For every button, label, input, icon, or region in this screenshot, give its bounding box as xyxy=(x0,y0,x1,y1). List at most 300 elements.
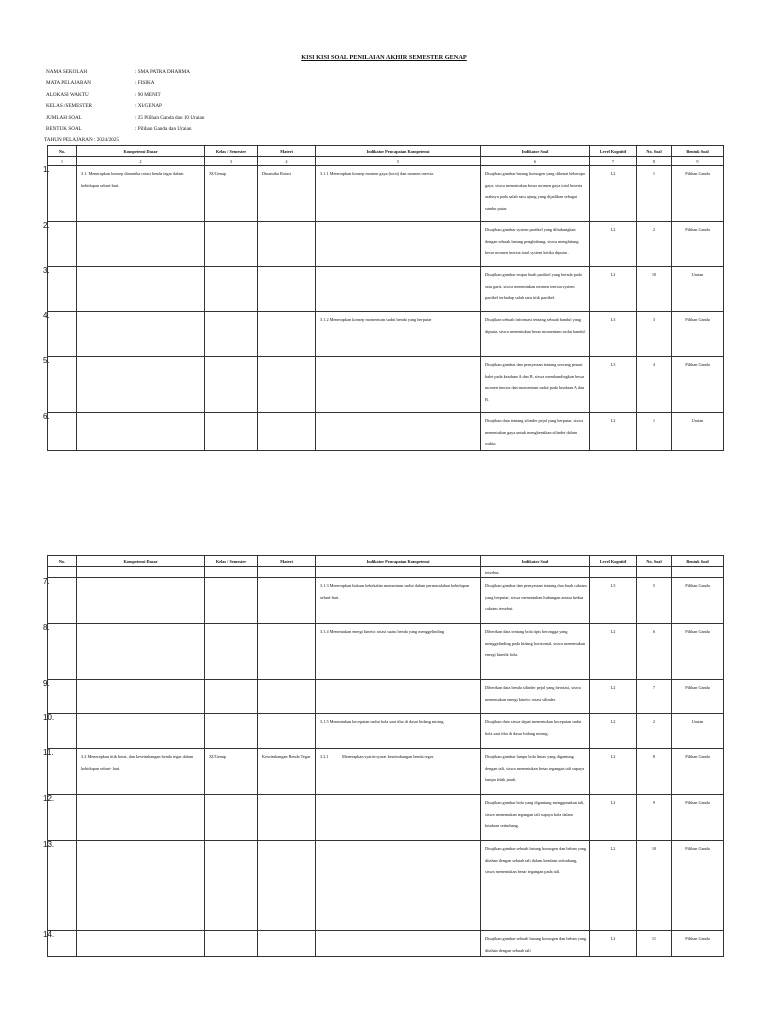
cell-kompetensi-dasar xyxy=(77,312,205,357)
bentuk-soal-text: Pilihan Ganda xyxy=(685,936,710,941)
row-number: 2. xyxy=(43,221,50,230)
indikator-kompetensi-text: 3.1.4 Menentukan energi kinetic rotasi suatu benda yang menggelinding xyxy=(320,629,445,634)
cell-level-kognitif xyxy=(590,578,637,624)
column-number: 9 xyxy=(672,157,724,166)
cell-no-soal xyxy=(637,749,672,795)
meta-value: : 90 MENIT xyxy=(135,91,161,98)
document-meta xyxy=(44,67,205,147)
header-cell: No. Soal xyxy=(637,146,672,157)
cell-kompetensi-dasar xyxy=(77,841,205,931)
meta-row xyxy=(46,78,155,89)
cell-no xyxy=(43,794,77,841)
row-number: 13. xyxy=(43,840,55,849)
bentuk-soal-text: Uraian xyxy=(691,719,704,724)
indikator-kompetensi xyxy=(316,357,480,359)
indikator-kompetensi-text: 3.1.5 Menentukan kecepatan sudut bola saat tiba di dasar bidang miring. xyxy=(320,719,445,724)
cell-bentuk-soal xyxy=(672,222,724,267)
cell-indikator-soal xyxy=(481,222,590,267)
kompetensi-dasar-text xyxy=(77,578,204,580)
table-row xyxy=(48,578,724,624)
kompetensi-dasar-text xyxy=(77,357,204,359)
kelas-text: XI/Genap xyxy=(209,171,226,176)
materi-text xyxy=(258,841,315,843)
cell-kelas xyxy=(205,578,258,624)
cell-no xyxy=(43,748,77,795)
table-header-row xyxy=(48,146,724,157)
cell-no-soal xyxy=(637,166,672,222)
bentuk-soal-text: Pilihan Ganda xyxy=(685,583,710,588)
cell-no xyxy=(43,679,77,714)
no-soal-text: 10 xyxy=(651,272,657,277)
cell-level-kognitif xyxy=(590,312,637,357)
level-kognitif-text: L2 xyxy=(610,418,616,423)
cell-no-soal xyxy=(637,931,672,957)
table-row xyxy=(48,222,724,267)
cell-level-kognitif xyxy=(590,714,637,749)
cell-no xyxy=(43,412,77,451)
kompetensi-dasar-text xyxy=(77,222,204,224)
header-cell: Level Kognitif xyxy=(590,556,637,567)
cell-no xyxy=(43,930,77,957)
cell-level-kognitif xyxy=(590,841,637,931)
header-cell: Kelas / Semester xyxy=(205,146,258,157)
cell-no xyxy=(43,623,77,680)
header-cell: Indikator Soal xyxy=(481,146,590,157)
indikator-soal-text: Disajikan gambar empat buah partikel yang berada pada satu garis, siswa menentukan momen inersia system partikel terhadap salah satu titik partikel. xyxy=(485,272,582,301)
table-body-page-1 xyxy=(43,165,724,451)
column-number: 6 xyxy=(481,157,590,166)
meta-row xyxy=(46,113,205,124)
row-number: 1. xyxy=(43,165,50,174)
indikator-kompetensi xyxy=(316,749,480,763)
indikator-soal-text: Disajikan sebuah informasi tentang sebuah bandul yang diputar, siswa menentukan besar momentum sudut bandul. xyxy=(485,317,586,334)
cell-no xyxy=(43,165,77,222)
cell-kompetensi-dasar xyxy=(77,357,205,413)
cell-kompetensi-dasar xyxy=(77,795,205,841)
cell-kelas xyxy=(205,357,258,413)
row-number: 5. xyxy=(43,356,50,365)
row-number: 6. xyxy=(43,412,50,421)
cell-kompetensi-dasar xyxy=(77,931,205,957)
cell-materi xyxy=(258,680,316,714)
header-cell: Bentuk Soal xyxy=(672,146,724,157)
cell-bentuk-soal xyxy=(672,749,724,795)
cell-materi xyxy=(258,222,316,267)
cell-materi xyxy=(258,714,316,749)
cell-no-soal xyxy=(637,357,672,413)
bentuk-soal-text: Pilihan Ganda xyxy=(685,317,710,322)
materi-text xyxy=(258,624,315,626)
bentuk-soal-text: Pilihan Ganda xyxy=(685,754,710,759)
cell-no xyxy=(43,840,77,931)
row-number: 4. xyxy=(43,311,50,320)
no-soal-text: 9 xyxy=(652,800,656,805)
cell-materi xyxy=(258,267,316,312)
header-cell: No. xyxy=(48,556,77,567)
materi-text xyxy=(258,357,315,359)
header-cell: Level Kognitif xyxy=(590,146,637,157)
cell-indikator-kompetensi xyxy=(316,578,481,624)
indikator-soal-text: Diberikan data benda silinder pejal yang berotasi, siswa menentukan energi kinetic rotasi silinder. xyxy=(485,685,581,702)
cell-kompetensi-dasar xyxy=(77,714,205,749)
materi-text: Keseimbangan Benda Tegar xyxy=(262,754,311,759)
indikator-kompetensi-text: Menerapkan syarat-syarat keseimbangan benda tegar. xyxy=(342,754,434,759)
cell-indikator-soal xyxy=(481,267,590,312)
materi-text xyxy=(258,931,315,933)
table-body-page-2 xyxy=(43,567,724,957)
cell-indikator-kompetensi xyxy=(316,680,481,714)
cell-indikator-kompetensi xyxy=(316,357,481,413)
cell-indikator-kompetensi xyxy=(316,166,481,222)
document-title: KISI KISI SOAL PENILAIAN AKHIR SEMESTER GENAP xyxy=(301,54,467,61)
row-number: 8. xyxy=(43,623,50,632)
column-number: 4 xyxy=(258,157,316,166)
table-row xyxy=(48,267,724,312)
row-number: 11. xyxy=(43,748,54,757)
cell-indikator-soal xyxy=(481,931,590,957)
cell-kompetensi-dasar xyxy=(77,222,205,267)
cell-no-soal xyxy=(637,413,672,451)
materi-text xyxy=(258,578,315,580)
bentuk-soal-text: Pilihan Ganda xyxy=(685,362,710,367)
materi-text xyxy=(258,680,315,682)
kelas-text xyxy=(205,222,257,224)
cell-materi xyxy=(258,413,316,451)
cell-kelas xyxy=(205,267,258,312)
bentuk-soal-text: Pilihan Ganda xyxy=(685,846,710,851)
meta-value: : XI/GENAP xyxy=(135,103,162,110)
indikator-soal-text: Disajikan gambar system partikel yang dihubungkan dengan sebuah batang penghubung, siswa menghitung besar momen inersia total system ketika diputar . xyxy=(485,227,579,256)
no-soal-text: 10 xyxy=(651,846,657,851)
cell-kompetensi-dasar xyxy=(77,578,205,624)
header-cell: Kompetensi Dasar xyxy=(77,146,205,157)
cell-indikator-kompetensi xyxy=(316,222,481,267)
level-kognitif-text: L2 xyxy=(610,629,616,634)
table-header-row xyxy=(48,556,724,567)
table-row xyxy=(48,841,724,931)
cell-no-soal xyxy=(637,714,672,749)
cell-bentuk-soal xyxy=(672,841,724,931)
level-kognitif-text: L2 xyxy=(610,227,616,232)
header-cell: Materi xyxy=(258,556,316,567)
kisi-table-page-2 xyxy=(43,555,724,957)
table-row xyxy=(48,166,724,222)
cell-kompetensi-dasar xyxy=(77,267,205,312)
row-number: 9. xyxy=(43,679,50,688)
cell-level-kognitif xyxy=(590,413,637,451)
cell xyxy=(590,567,637,578)
table-row xyxy=(48,931,724,957)
header-cell: No. Soal xyxy=(637,556,672,567)
level-kognitif-text: L2 xyxy=(610,719,616,724)
cell-indikator-kompetensi xyxy=(316,624,481,680)
kompetensi-dasar-text xyxy=(77,680,204,682)
meta-label: KELAS /SEMESTER xyxy=(46,103,92,110)
cell-materi xyxy=(258,166,316,222)
indikator-kompetensi xyxy=(316,624,480,638)
cell-indikator-soal xyxy=(481,312,590,357)
kompetensi-dasar-text xyxy=(77,267,204,269)
materi-text xyxy=(258,222,315,224)
cell-kelas xyxy=(205,841,258,931)
level-kognitif-text: L3 xyxy=(610,583,616,588)
cell-level-kognitif xyxy=(590,222,637,267)
no-soal-text: 1 xyxy=(652,418,656,423)
level-kognitif-text: L3 xyxy=(610,362,616,367)
cell-materi xyxy=(258,578,316,624)
cell-indikator-kompetensi xyxy=(316,795,481,841)
cell-kelas xyxy=(205,413,258,451)
bentuk-soal-text: Uraian xyxy=(691,418,704,423)
cell-indikator-soal xyxy=(481,166,590,222)
column-number: 2 xyxy=(77,157,205,166)
cell-kompetensi-dasar xyxy=(77,749,205,795)
cell xyxy=(637,567,672,578)
indikator-kompetensi xyxy=(316,931,480,933)
cell-bentuk-soal xyxy=(672,931,724,957)
cell-no-soal xyxy=(637,624,672,680)
indikator-kompetensi xyxy=(316,222,480,224)
cell xyxy=(258,567,316,578)
header-cell: No. xyxy=(48,146,77,157)
indikator-soal-text: Disajikan gambar batang homogen yang dikenai beberapa gaya, siswa menentukan besar momen gaya total beserta arahnya pada salah satu ujung yang dijadikan sebagai sumbu putar. xyxy=(485,171,585,211)
column-number: 3 xyxy=(205,157,258,166)
bentuk-soal-text: Pilihan Ganda xyxy=(685,629,710,634)
cell-bentuk-soal xyxy=(672,312,724,357)
kompetensi-dasar-text xyxy=(77,795,204,797)
cell-level-kognitif xyxy=(590,357,637,413)
indikator-soal-text: Disajikan gambar dan pernyataan tentang seorang penari balet pada keadaan A dan B, siswa membandingkan besar momen inersia dan momentum sudut pada keadaan A dan B. xyxy=(485,362,585,402)
kelas-text xyxy=(205,267,257,269)
indikator-soal-text: Disajikan gambar sebuah batang homogen dan beban yang ditahan dengan sebuah tali dalam keadaan setimbang, siswa menentukan besar tegangan pada tali. xyxy=(485,846,587,875)
indikator-kompetensi xyxy=(316,578,480,603)
level-kognitif-text: L2 xyxy=(610,846,616,851)
indikator-kompetensi xyxy=(316,312,480,326)
cell-indikator-soal xyxy=(481,624,590,680)
cell-level-kognitif xyxy=(590,267,637,312)
header-cell: Kelas / Semester xyxy=(205,556,258,567)
kelas-text xyxy=(205,795,257,797)
materi-text xyxy=(258,413,315,415)
kompetensi-dasar-text xyxy=(77,413,204,415)
cell-no xyxy=(43,266,77,312)
bentuk-soal-text: Pilihan Ganda xyxy=(685,685,710,690)
indikator-kompetensi-code: 3.2.1 xyxy=(320,754,329,759)
indikator-soal-text: Disajikan gambar lampu bola lintas yang digantung dengan tali, siswa menentukan besar tegangan tali supaya lampu tidak jatuh. xyxy=(485,754,585,783)
kompetensi-dasar-text xyxy=(77,714,204,716)
cell-bentuk-soal xyxy=(672,714,724,749)
cell-kelas xyxy=(205,795,258,841)
header-cell: Indikator Soal xyxy=(481,556,590,567)
meta-row xyxy=(46,67,191,78)
no-soal-text: 2 xyxy=(652,227,656,232)
level-kognitif-text: L2 xyxy=(610,754,616,759)
meta-label: ALOKASI WAKTU xyxy=(46,91,89,98)
meta-label: JUMLAH SOAL xyxy=(46,114,82,121)
kompetensi-dasar-text xyxy=(77,312,204,314)
cell-bentuk-soal xyxy=(672,166,724,222)
cell-kompetensi-dasar xyxy=(77,624,205,680)
cell-bentuk-soal xyxy=(672,413,724,451)
bentuk-soal-text: Pilihan Ganda xyxy=(685,227,710,232)
cell-kelas xyxy=(205,931,258,957)
kelas-text xyxy=(205,680,257,682)
row-number: 14. xyxy=(43,930,55,939)
level-kognitif-text: L2 xyxy=(610,272,616,277)
cell-no-soal xyxy=(637,680,672,714)
cell-no-soal xyxy=(637,312,672,357)
indikator-soal-text: Disajikan gambar bola yang digantung menggunakan tali, siswa menentukan tegangan tali supaya bola dalam keadaan setimbang. xyxy=(485,800,585,829)
cell-kelas xyxy=(205,714,258,749)
cell-no xyxy=(43,221,77,267)
indikator-soal-text: Diberikan data tentang bola tipis berongga yang menggelinding pada bidang horizontal, siswa menentukan energi kinetik bola. xyxy=(485,629,585,658)
cell xyxy=(77,567,205,578)
table-row xyxy=(48,357,724,413)
cell xyxy=(205,567,258,578)
cell-no-soal xyxy=(637,222,672,267)
kelas-text xyxy=(205,931,257,933)
kelas-text xyxy=(205,312,257,314)
bentuk-soal-text: Pilihan Ganda xyxy=(685,800,710,805)
cell-kompetensi-dasar xyxy=(77,166,205,222)
cell-no xyxy=(43,356,77,413)
meta-row xyxy=(46,124,192,135)
kelas-text xyxy=(205,413,257,415)
no-soal-text: 8 xyxy=(652,754,656,759)
cell-level-kognitif xyxy=(590,931,637,957)
cell xyxy=(48,567,77,578)
cell-kelas xyxy=(205,166,258,222)
table-row-continuation xyxy=(48,567,724,578)
meta-label: MATA PELAJARAN xyxy=(46,80,91,87)
cell-bentuk-soal xyxy=(672,578,724,624)
cell-kompetensi-dasar xyxy=(77,413,205,451)
cell xyxy=(672,567,724,578)
materi-text xyxy=(258,267,315,269)
no-soal-text: 1 xyxy=(652,171,656,176)
cell-indikator-soal xyxy=(481,567,590,578)
cell-indikator-soal xyxy=(481,680,590,714)
no-soal-text: 3 xyxy=(652,317,656,322)
no-soal-text: 5 xyxy=(652,583,656,588)
indikator-soal-text: Disajikan gambar dan pernyataan tentang dua buah cakram yang berputar, siswa menentukan hubungan antara kedua cakram tersebut. xyxy=(485,583,587,612)
cell-indikator-soal xyxy=(481,795,590,841)
column-number-row xyxy=(48,157,724,166)
row-number: 12. xyxy=(43,794,55,803)
cell-indikator-soal xyxy=(481,841,590,931)
cell-materi xyxy=(258,312,316,357)
kompetensi-dasar-text xyxy=(77,624,204,626)
level-kognitif-text: L3 xyxy=(610,317,616,322)
header-cell: Bentuk Soal xyxy=(672,556,724,567)
meta-tahun: TAHUN PELAJARAN : 2024/2025 xyxy=(44,137,119,144)
cell-indikator-kompetensi xyxy=(316,841,481,931)
cell-indikator-kompetensi xyxy=(316,931,481,957)
no-soal-text: 11 xyxy=(651,936,657,941)
cell-indikator-soal xyxy=(481,357,590,413)
cell-no xyxy=(43,713,77,749)
kelas-text: XI/Genap xyxy=(209,754,226,759)
indikator-kompetensi xyxy=(316,413,480,415)
level-kognitif-text: L2 xyxy=(610,171,616,176)
cell-level-kognitif xyxy=(590,795,637,841)
cell-indikator-soal xyxy=(481,578,590,624)
cell-indikator-soal xyxy=(481,714,590,749)
meta-row xyxy=(46,90,161,101)
indikator-kompetensi xyxy=(316,841,480,843)
table-row xyxy=(48,624,724,680)
kelas-text xyxy=(205,624,257,626)
no-soal-text: 6 xyxy=(652,629,656,634)
materi-text xyxy=(258,795,315,797)
row-number: 10. xyxy=(43,713,55,722)
cell-bentuk-soal xyxy=(672,357,724,413)
cell-no-soal xyxy=(637,267,672,312)
kelas-text xyxy=(205,841,257,843)
table-row xyxy=(48,680,724,714)
cell-kelas xyxy=(205,749,258,795)
column-number: 5 xyxy=(316,157,481,166)
cell-level-kognitif xyxy=(590,680,637,714)
table-row xyxy=(48,795,724,841)
cell-materi xyxy=(258,795,316,841)
cell-materi xyxy=(258,931,316,957)
row-number: 3. xyxy=(43,266,50,275)
indikator-kompetensi xyxy=(316,267,480,269)
column-number: 7 xyxy=(590,157,637,166)
no-soal-text: 2 xyxy=(652,719,656,724)
no-soal-text: 7 xyxy=(652,685,656,690)
level-kognitif-text: L2 xyxy=(610,936,616,941)
no-soal-text: 4 xyxy=(652,362,656,367)
meta-value: : SMA PATRA DHARMA xyxy=(135,69,191,75)
meta-row xyxy=(46,101,162,112)
cell-bentuk-soal xyxy=(672,795,724,841)
cell xyxy=(316,567,481,578)
kelas-text xyxy=(205,357,257,359)
cell-kelas xyxy=(205,222,258,267)
level-kognitif-text: L2 xyxy=(610,800,616,805)
cell-materi xyxy=(258,841,316,931)
table-row xyxy=(48,312,724,357)
table-row xyxy=(48,413,724,451)
cell-no-soal xyxy=(637,841,672,931)
indikator-kompetensi-text: 3.1.1 Menerapkan konsep momen gaya (torsi) dan momen inersia. xyxy=(320,171,434,176)
materi-text xyxy=(258,312,315,314)
indikator-kompetensi-text: 3.1.2 Menerapkan konsep momentum sudut benda yang berputar xyxy=(320,317,432,322)
cell-kompetensi-dasar xyxy=(77,680,205,714)
meta-label: BENTUK SOAL xyxy=(46,125,82,132)
cell-materi xyxy=(258,624,316,680)
cell-no xyxy=(43,311,77,357)
materi-text xyxy=(258,714,315,716)
header-cell: Kompetensi Dasar xyxy=(77,556,205,567)
indikator-kompetensi xyxy=(316,795,480,797)
indikator-kompetensi xyxy=(316,680,480,682)
table-row xyxy=(48,714,724,749)
level-kognitif-text: L2 xyxy=(610,685,616,690)
header-cell: Materi xyxy=(258,146,316,157)
kompetensi-dasar-text: 3.1. Menerapkan konsep dinamika rotasi benda tegar dalam kehidupan sehari-hari. xyxy=(81,171,184,188)
indikator-soal-text: Disajikan data siswa dapat menentukan kecepatan sudut bola saat tiba di dasar bidang miring. xyxy=(485,719,582,736)
meta-value: : 25 Pilihan Ganda dan 10 Uraian xyxy=(135,114,205,121)
cell-no-soal xyxy=(637,795,672,841)
materi-text: Dinamika Rotasi xyxy=(262,171,291,176)
cell-kelas xyxy=(205,312,258,357)
cell-indikator-kompetensi xyxy=(316,413,481,451)
column-number: 1 xyxy=(48,157,77,166)
cell-kelas xyxy=(205,624,258,680)
